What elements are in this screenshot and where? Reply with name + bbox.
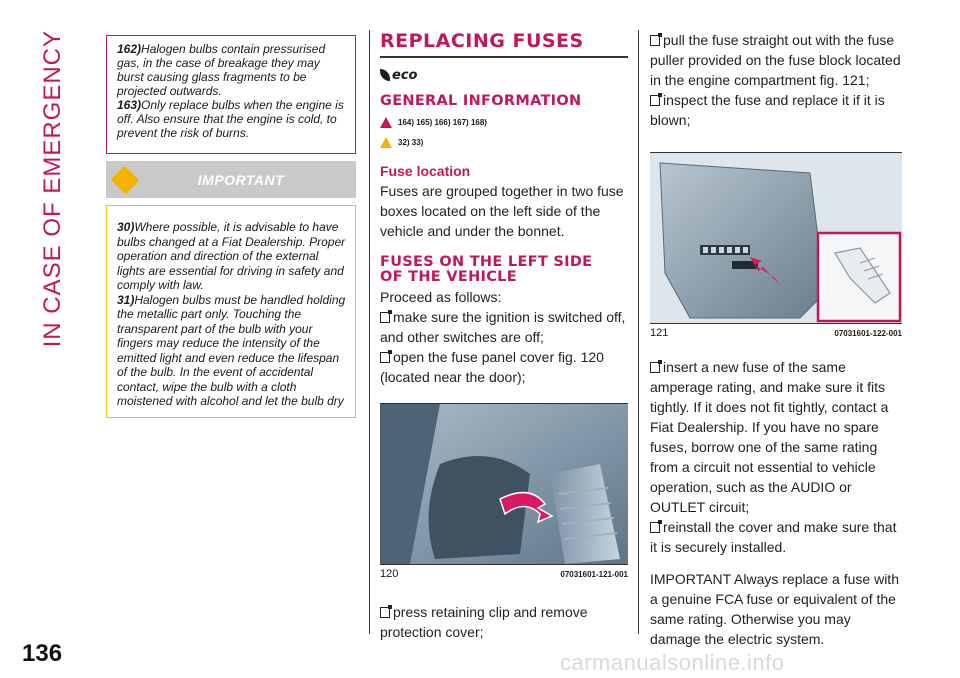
page-number: 136	[22, 640, 63, 667]
leaf-icon	[380, 69, 390, 81]
checkbox-bullet-icon	[380, 312, 390, 323]
warning-note: 163)Only replace bulbs when the engine is off. Also ensure that the engine is cold, to prevent the risk of burns.	[117, 98, 344, 140]
important-note: 30)Where possible, it is advisable to have bulbs changed at a Fiat Dealership. Proper operation and direction of the external lights are essential for driving in safety and comply with law.	[117, 220, 346, 292]
right-column	[650, 30, 902, 649]
important-header: IMPORTANT	[106, 161, 356, 198]
figure-121	[650, 152, 902, 324]
warning-note: 162)Halogen bulbs contain pressurised gas, in the case of breakage they may burst causing glass fragments to be projected outwards.	[117, 42, 326, 98]
warning-triangle-icon	[380, 117, 392, 128]
checkbox-bullet-icon	[650, 35, 660, 46]
proceed-text: Proceed as follows:	[380, 289, 502, 305]
section-heading: REPLACING FUSES	[380, 30, 628, 58]
step-item: reinstall the cover and make sure that it is securely installed.	[650, 519, 897, 555]
step-item: open the fuse panel cover fig. 120 (located near the door);	[380, 349, 604, 385]
eco-badge: eco	[380, 66, 628, 84]
important-note: 31)Halogen bulbs must be handled holding the metallic part only. Touching the transparent part of the bulb with your fingers may reduce the intensity of the emitted light and even reduce the lifespan of the bulb. In the event of accidental contact, wipe the bulb with a cloth moistened with alcohol and let the bulb dry	[117, 292, 346, 408]
checkbox-bullet-icon	[650, 95, 660, 106]
step-item: insert a new fuse of the same amperage rating, and make sure it fits tightly. If it does not fit tightly, contact a Fiat Dealership. If you have no spare fuses, borrow one of the same rating from a circuit not essential to vehicle operation, such as the AUDIO or OUTLET circuit;	[650, 359, 889, 515]
figure-120	[380, 403, 628, 565]
left-column	[106, 35, 356, 418]
important-box	[106, 205, 356, 418]
checkbox-bullet-icon	[380, 352, 390, 363]
fuse-location-heading: Fuse location	[380, 163, 471, 179]
warning-box	[106, 35, 356, 154]
middle-column	[380, 30, 628, 642]
step-item: inspect the fuse and replace it if it is blown;	[650, 92, 885, 128]
warning-refs: 164) 165) 166) 167) 168)	[380, 115, 628, 129]
checkbox-bullet-icon	[650, 362, 660, 373]
checkbox-bullet-icon	[380, 607, 390, 618]
step-item: make sure the ignition is switched off, and other switches are off;	[380, 309, 626, 345]
watermark: carmanualsonline.info	[560, 650, 785, 675]
left-side-heading: FUSES ON THE LEFT SIDE OF THE VEHICLE	[380, 254, 593, 285]
side-section-title: IN CASE OF EMERGENCY	[39, 30, 66, 348]
general-info-heading: GENERAL INFORMATION	[380, 93, 582, 109]
step-item: press retaining clip and remove protection cover;	[380, 604, 588, 640]
fuse-puller-photo	[650, 153, 902, 323]
important-triangle-icon	[380, 137, 392, 148]
car-warning-icon	[111, 166, 140, 195]
column-divider	[369, 30, 370, 634]
column-divider	[638, 30, 639, 634]
important-refs: 32) 33)	[380, 135, 628, 149]
figure-caption: 120 07031601-121-001	[380, 568, 628, 580]
important-paragraph: IMPORTANT Always replace a fuse with a genuine FCA fuse or equivalent of the same rating. Otherwise you may damage the electric system.	[650, 571, 899, 647]
checkbox-bullet-icon	[650, 522, 660, 533]
fuse-panel-photo	[380, 404, 628, 564]
figure-caption: 121 07031601-122-001	[650, 327, 902, 339]
fuse-location-text: Fuses are grouped together in two fuse boxes located on the left side of the vehicle and under the bonnet.	[380, 183, 624, 239]
step-item: pull the fuse straight out with the fuse puller provided on the fuse block located in the engine compartment fig. 121;	[650, 32, 901, 88]
